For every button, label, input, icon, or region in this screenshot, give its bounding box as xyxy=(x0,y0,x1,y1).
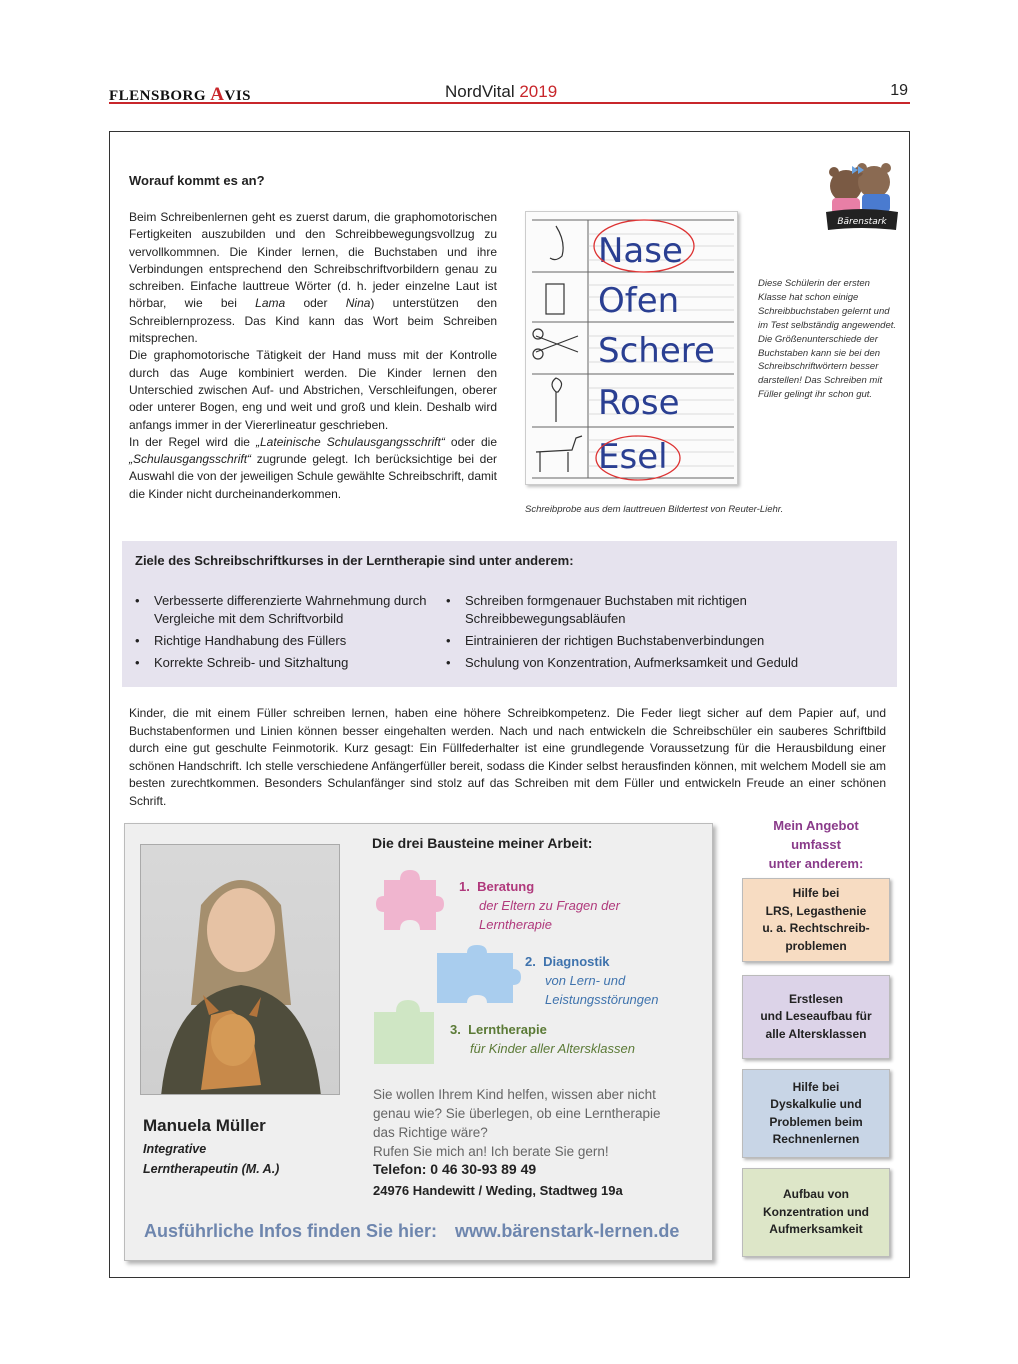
donkey-icon xyxy=(536,436,582,472)
offers-heading: Mein Angebot umfasst unter anderem: xyxy=(768,818,864,871)
page-header xyxy=(109,80,910,104)
phone-number: Telefon: 0 46 30-93 89 49 xyxy=(373,1161,537,1177)
puzzle-piece-pink-icon xyxy=(376,868,444,936)
puzzle-piece-green-icon xyxy=(374,998,442,1068)
list-item: • Schulung von Konzentration, Aufmerksamkeit und Geduld xyxy=(446,654,886,672)
handwriting-sample-svg xyxy=(526,212,739,486)
bear-logo-icon xyxy=(822,160,902,236)
sample-caption: Schreibprobe aus dem lauttreuen Bildertest von Reuter-Liehr. xyxy=(525,504,784,515)
logo-text: Bärenstark xyxy=(837,217,887,227)
publisher-logo: FLENSBORG AVIS xyxy=(109,84,252,105)
portrait-photo xyxy=(140,844,340,1095)
bausteine-heading: Die drei Bausteine meiner Arbeit: xyxy=(372,835,593,851)
rose-icon xyxy=(552,378,562,422)
portrait-svg xyxy=(141,845,340,1095)
sample-word: Rose xyxy=(598,383,680,423)
offer-lrs: Hilfe bei LRS, Legasthenie u. a. Rechtschreib- problemen xyxy=(742,878,890,962)
baerenstark-logo xyxy=(822,160,902,236)
magazine-title: NordVital 2019 xyxy=(445,82,558,101)
goals-list-left xyxy=(135,592,440,676)
goals-box xyxy=(122,541,897,687)
list-item: • Eintrainieren der richtigen Buchstabenverbindungen xyxy=(446,632,886,650)
sample-word: Schere xyxy=(598,331,715,371)
step-beratung: 1. Beratung der Eltern zu Fragen der Lerntherapie xyxy=(459,879,620,932)
list-item: • Korrekte Schreib- und Sitzhaltung xyxy=(135,654,440,672)
therapist-role: Integrative Lerntherapeutin (M. A.) xyxy=(143,1142,280,1176)
goals-heading: Ziele des Schreibschriftkurses in der Lerntherapie sind unter anderem: xyxy=(135,553,574,568)
offer-konzentration: Aufbau von Konzentration und Aufmerksamkeit xyxy=(742,1168,890,1257)
page-number: 19 xyxy=(890,82,908,99)
list-item: • Richtige Handhabung des Füllers xyxy=(135,632,440,650)
offer-dyskalkulie: Hilfe bei Dyskalkulie und Problemen beim Rechnenlernen xyxy=(742,1069,890,1158)
article-heading: Worauf kommt es an? xyxy=(129,173,265,188)
help-text: Sie wollen Ihrem Kind helfen, wissen aber nicht genau wie? Sie überlegen, ob eine Lerntherapie das Richtige wäre? Rufen Sie mich an! Ich berate Sie gern! xyxy=(373,1087,661,1159)
list-item: • Verbesserte differenzierte Wahrnehmung durch Vergleiche mit dem Schriftvorbild xyxy=(135,592,440,628)
sample-side-caption: Diese Schülerin der ersten Klasse hat schon einige Schreibbuchstaben gelernt und im Test selbständig angewendet. Die Größenunterschiede der Buchstaben kann sie bei den Schreibschriftwörtern besser darstellen! Das Schreiben mit Füller gelingt ihr schon gut. xyxy=(758,278,897,401)
step-diagnostik: 2. Diagnostik von Lern- und Leistungsstörungen xyxy=(525,954,659,1007)
step-lerntherapie: 3. Lerntherapie für Kinder aller Altersklassen xyxy=(450,1022,635,1056)
address: 24976 Handewitt / Weding, Stadtweg 19a xyxy=(373,1183,623,1198)
sample-word: Esel xyxy=(598,437,668,477)
puzzle-piece-blue-icon xyxy=(437,945,521,1007)
fueller-paragraph: Kinder, die mit einem Füller schreiben lernen, haben eine höhere Schreibkompetenz. Die Feder liegt sicher auf dem Papier auf, und Buchstabenformen und Linien können besser eingehalten werden. Nach und nach entwickeln die Schreibschüler ein sauberes Schriftbild durch eine gut geschulte Feinmotorik. Kurz gesagt: Ein Füllfederhalter ist eine grundlegende Voraussetzung für die Herausbildung einer schönen Handschrift. Ich stelle verschiedene Anfängerfüller bereit, sodass die Kinder selbst herausfinden können, mit welchem Modell sie am besten zurechtkommen. Besonders Schulanfänger sind stolz auf das Schreiben mit dem Füller und entwickeln Freude an einer schönen Schrift. xyxy=(129,706,886,808)
therapist-name: Manuela Müller xyxy=(143,1116,266,1135)
goals-list-right xyxy=(446,592,886,676)
stove-icon xyxy=(546,284,564,314)
website-line: Ausführliche Infos finden Sie hier: www.bärenstark-lernen.de xyxy=(144,1221,680,1241)
sample-word: Ofen xyxy=(598,281,680,321)
sample-word: Nase xyxy=(598,231,683,271)
handwriting-sample-image xyxy=(525,211,738,485)
nose-icon xyxy=(550,226,563,260)
website-link[interactable]: www.bärenstark-lernen.de xyxy=(455,1221,680,1241)
article-body: Beim Schreibenlernen geht es zuerst darum, die graphomotorischen Fertigkeiten auszubilden und den Schreibbewegungsvollzug zu vervollkommnen. Die Kinder lernen, die Buchstaben und ihre Verbindungen entsprechend den Schreibschriftvorbildern genau zu schreiben. Einfache lauttreue Wörter (d. h. jeder einzelne Laut ist hörbar, wie bei Lama oder Nina) unterstützen den Schreiblernprozess. Das Kind kann das Wort beim Schreiben mitsprechen. Die graphomotorische Tätigkeit der Hand muss mit der Kontrolle durch das Auge kombiniert werden. Die Kinder lernen den Unterschied zwischen Auf- und Abstrichen, Verschleifungen, oberer oder unterer Bogen, eng und weit und groß und klein. Deshalb wird anfangs immer in der Viererlineatur geschrieben. In der Regel wird die „Lateinische Schulausgangsschrift“ oder die „Schulausgangsschrift“ zugrunde gelegt. Ich berücksichtige bei der Auswahl die von der jeweiligen Schule gewählte Schreibschrift, damit die Kinder nicht durcheinanderkommen. xyxy=(129,210,497,501)
scissors-icon xyxy=(536,336,578,352)
list-item: • Schreiben formgenauer Buchstaben mit richtigen Schreibbewegungsabläufen xyxy=(446,592,886,628)
offer-erstlesen: Erstlesen und Leseaufbau für alle Altersklassen xyxy=(742,975,890,1059)
